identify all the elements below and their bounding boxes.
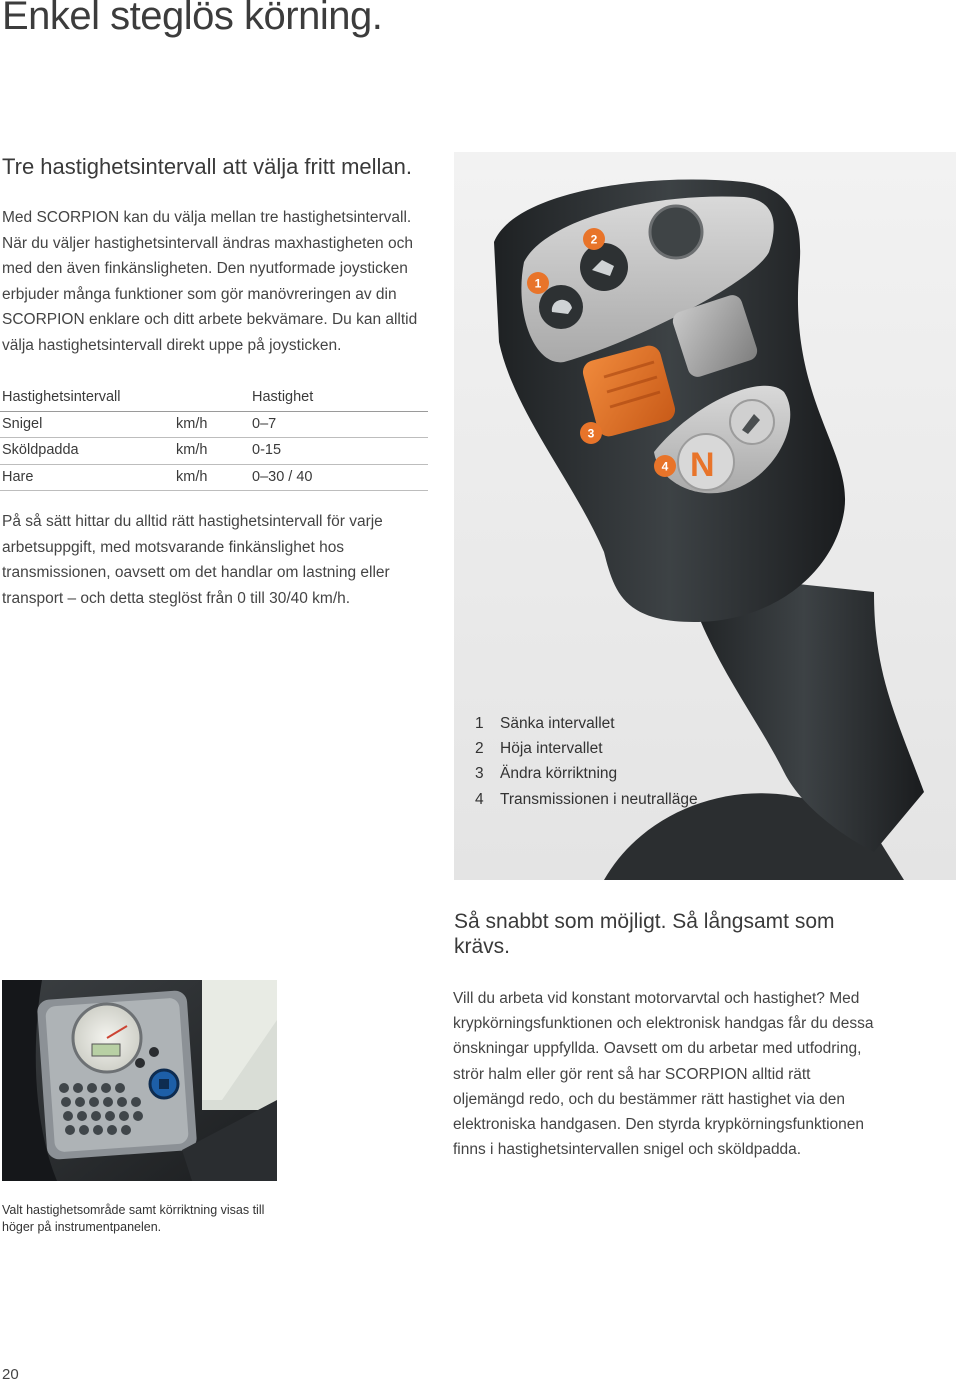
text-line: När du väljer hastighetsintervall ändras maxhastigheten och: [2, 234, 413, 252]
range-speed: 0–30 / 40: [252, 468, 313, 485]
text-line: Vill du arbeta vid konstant motorvarvtal och hastighet? Med: [453, 990, 860, 1007]
text-line: finns i hastighetsintervallen snigel och sköldpadda.: [453, 1141, 802, 1159]
heading-line: Så snabbt som möjligt. Så långsamt som: [454, 910, 835, 933]
text-line: transport – och detta steglöst från 0 till 30/40 km/h.: [2, 589, 351, 607]
legend-number: 2: [475, 740, 484, 758]
callout-badge-2: [583, 228, 605, 250]
caption-line: Valt hastighetsområde samt körriktning visas till: [2, 1203, 265, 1217]
text-line: På så sätt hittar du alltid rätt hastighetsintervall för varje: [2, 513, 383, 530]
text-line: elektroniska handgasen. Den styrda krypkörningsfunktionen: [453, 1116, 864, 1134]
heading-line: krävs.: [454, 935, 511, 958]
svg-text:N: N: [690, 446, 715, 484]
caption-line: höger på instrumentpanelen.: [2, 1219, 162, 1234]
page-title: Enkel steglös körning.: [2, 0, 383, 38]
joystick-legend: [475, 711, 698, 812]
table-header-row: [0, 385, 428, 412]
legend-label: Höja intervallet: [500, 740, 603, 758]
intro-paragraph: [2, 205, 442, 358]
text-line: oljemängd redo, och du bestämmer rätt hastighet via den: [453, 1090, 846, 1108]
text-line: Med SCORPION kan du välja mellan tre hastighetsintervall.: [2, 209, 412, 226]
range-unit: km/h: [176, 468, 208, 485]
range-name: Snigel: [2, 415, 43, 432]
legend-item: [475, 736, 698, 761]
legend-label: Sänka intervallet: [500, 715, 615, 732]
instrument-panel-illustration: [2, 980, 277, 1181]
section-heading: [454, 909, 874, 959]
legend-number: 1: [475, 715, 484, 732]
range-speed: 0-15: [252, 442, 282, 458]
table-row: [0, 438, 428, 465]
column-header: Hastighet: [252, 389, 314, 405]
legend-label: Ändra körriktning: [500, 765, 618, 783]
text-line: önskningar uppfyllda. Oavsett om du arbetar med utfodring,: [453, 1040, 862, 1058]
speed-range-table: [0, 385, 428, 491]
text-line: strör halm eller gör rent så har SCORPION alltid rätt: [453, 1065, 811, 1083]
range-unit: km/h: [176, 442, 208, 458]
svg-text:4: 4: [661, 459, 669, 474]
table-row: [0, 412, 428, 439]
column-header: Hastighetsintervall: [2, 389, 121, 405]
legend-label: Transmissionen i neutralläge: [500, 790, 698, 808]
svg-text:1: 1: [534, 276, 542, 291]
legend-number: 4: [475, 790, 484, 808]
range-unit: km/h: [176, 415, 208, 432]
range-speed: 0–7: [252, 415, 277, 432]
range-name: Hare: [2, 468, 34, 485]
text-line: arbetsuppgift, med motsvarande finkänslighet hos: [2, 538, 345, 556]
callout-badge-1: [527, 272, 549, 294]
body-paragraph: [453, 986, 893, 1162]
svg-text:3: 3: [587, 426, 595, 441]
legend-item: [475, 711, 698, 736]
table-row: [0, 465, 428, 492]
text-line: krypkörningsfunktionen och elektronisk handgas får du dessa: [453, 1015, 874, 1033]
callout-badge-3: [580, 422, 602, 444]
page-number: 20: [2, 1366, 19, 1383]
photo-caption: [2, 1202, 282, 1235]
legend-item: [475, 761, 698, 786]
legend-number: 3: [475, 765, 484, 783]
text-line: transmissionen, oavsett om det handlar om lastning eller: [2, 564, 390, 581]
range-name: Sköldpadda: [2, 442, 79, 458]
instrument-panel-photo: [2, 980, 277, 1181]
text-line: SCORPION enklare och ditt arbete bekvämare. Du kan alltid: [2, 311, 418, 328]
text-line: erbjuder många funktioner som gör manövreringen av din: [2, 285, 397, 303]
legend-item: [475, 787, 698, 812]
callout-badge-4: [654, 455, 676, 477]
section-subtitle: Tre hastighetsintervall att välja fritt mellan.: [2, 154, 413, 179]
text-line: med den även finkänsligheten. Den nyutformade joysticken: [2, 260, 408, 277]
text-line: välja hastighetsintervall direkt uppe på joysticken.: [2, 336, 342, 354]
body-paragraph: [2, 509, 432, 611]
svg-text:2: 2: [590, 232, 598, 247]
